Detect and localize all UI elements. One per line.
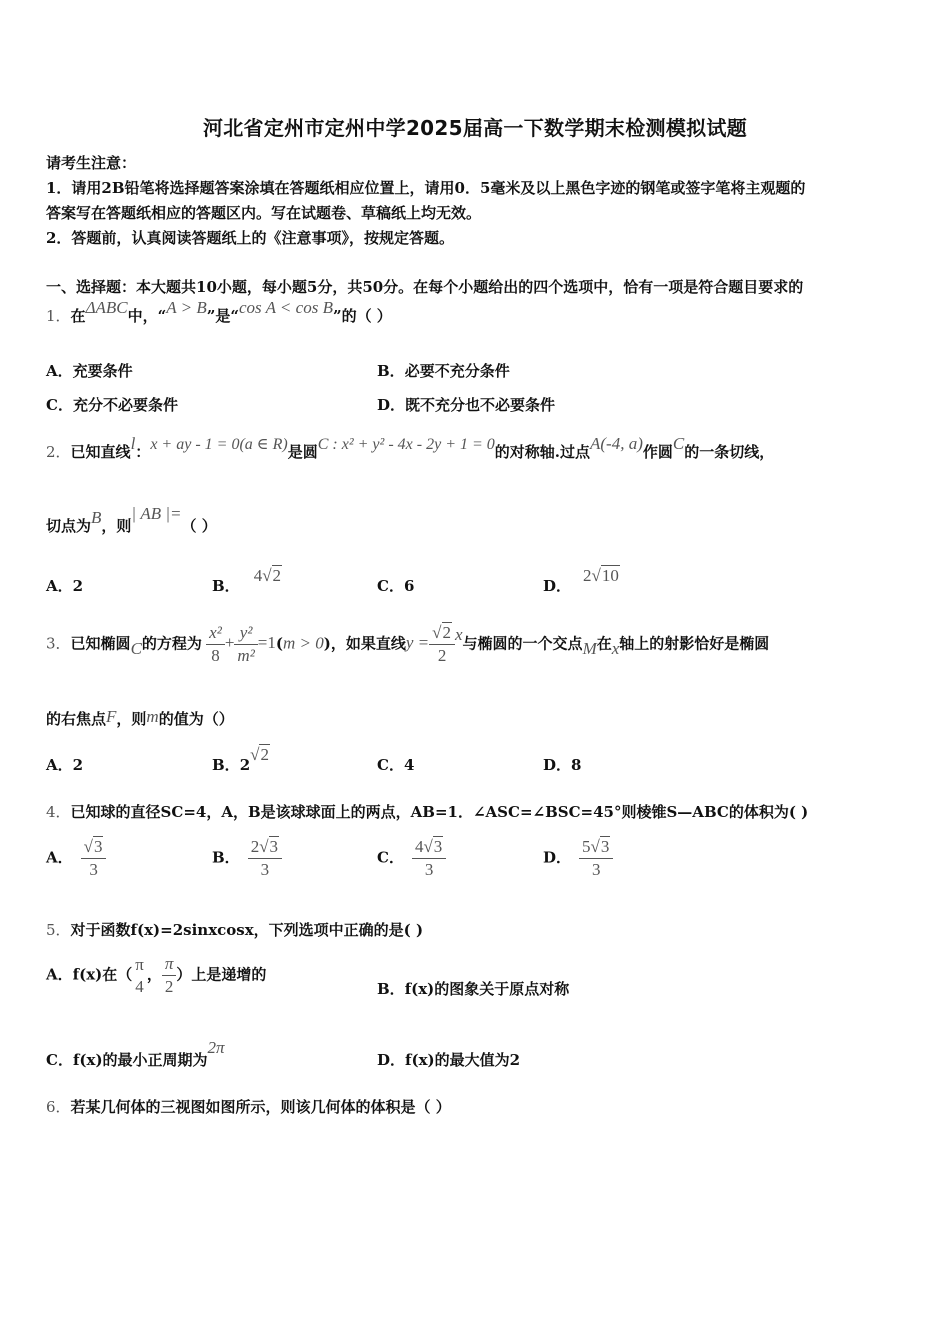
q3-fraction-slope: $\frac{√2}{2}$ (429, 622, 455, 667)
question-2-line-1: 2．已知直线l：x + ay - 1 = 0(a ∈ R)是圆C : x² + y² - 4x - 2y + 1 = 0的对称轴.过点A(-4, a)作圆C的一条切线， (46, 434, 775, 461)
q2-option-a[interactable]: A．2 (46, 577, 84, 595)
q3-math-m: M (582, 639, 597, 659)
q5-option-c[interactable]: C．f(x)的最小正周期为2π (46, 1038, 225, 1069)
q2-math-ab: | AB |= (131, 504, 182, 523)
page-title: 河北省定州市定州中学2025届高一下数学期末检测模拟试题 (202, 116, 748, 140)
question-number: 5． (46, 921, 71, 939)
q3-option-c[interactable]: C．4 (377, 756, 415, 774)
q3-option-b[interactable]: B．2√2 (212, 745, 269, 774)
q2-option-c[interactable]: C．6 (377, 577, 415, 595)
question-number: 6． (46, 1098, 71, 1116)
q1-text-1: 在 (70, 307, 86, 325)
question-number: 1． (46, 307, 71, 325)
question-5: 5．对于函数f(x)=2sinxcosx，下列选项中正确的是( ) (46, 921, 424, 939)
q4-option-d[interactable]: D． $\frac{5√3}{3}$ (543, 836, 613, 881)
q1-text-3: ”是“ (206, 307, 239, 325)
question-6: 6．若某几何体的三视图如图所示，则该几何体的体积是（ ） (46, 1098, 451, 1116)
q3-math-c: C (130, 639, 142, 659)
q2-math-circle-name: C (672, 434, 685, 453)
question-3-line-1: 3．已知椭圆C的方程为 $\frac{\text{x²}}{8}$ + $\frac{\text{y²}}{\text{m²}}$ =1(m > 0)，如果直线y = $\frac{√2}{2}$ x与椭圆的一个交点M在x轴上的射影恰好是椭圆 (46, 623, 770, 665)
q3-math-f: F (106, 707, 117, 726)
question-4: 4．已知球的直径SC=4，A，B是该球球面上的两点，AB=1．∠ASC=∠BSC=45°则棱锥S—ABC的体积为( ) (46, 803, 809, 821)
q4-option-a[interactable]: A． $\frac{√3}{3}$ (46, 836, 106, 881)
q3-fraction-x: $\frac{\text{x²}}{8}$ (206, 622, 225, 667)
q3-fraction-y: $\frac{\text{y²}}{\text{m²}}$ (234, 622, 257, 667)
notice-item-2: 2．答题前，认真阅读答题纸上的《注意事项》，按规定答题。 (46, 229, 454, 247)
question-number: 4． (46, 803, 71, 821)
q2-math-point: A(-4, a) (590, 434, 643, 453)
notice-item-1-line-2: 答案写在答题纸相应的答题区内。写在试题卷、草稿纸上均无效。 (46, 204, 482, 222)
notice-heading: 请考生注意： (46, 154, 137, 172)
q1-text-2: 中，“ (127, 307, 167, 325)
q1-math-condition-1: A > B (166, 298, 207, 317)
question-2-line-2: 切点为B，则| AB |=（ ） (46, 504, 217, 535)
q1-text-4: ”的（ ） (332, 307, 392, 325)
q1-option-d[interactable]: D．既不充分也不必要条件 (377, 396, 556, 414)
q2-math-b: B (91, 508, 102, 527)
q1-math-condition-2: cos A < cos B (239, 298, 333, 317)
q3-math-condition: m > 0 (283, 633, 324, 653)
q4-option-b[interactable]: B． $\frac{2√3}{3}$ (212, 836, 282, 881)
q2-math-circle-eq: C : x² + y² - 4x - 2y + 1 = 0 (317, 436, 495, 453)
q2-option-d[interactable]: D．2√10 (543, 566, 619, 595)
notice-item-1-line-1: 1．请用2B铅笔将选择题答案涂填在答题纸相应位置上，请用0．5毫米及以上黑色字迹的钢笔或签字笔将主观题的 (46, 179, 806, 197)
question-number: 2． (46, 443, 71, 461)
q2-math-line-eq: x + ay - 1 = 0(a ∈ R) (150, 436, 288, 453)
q5-option-d[interactable]: D．f(x)的最大值为2 (377, 1051, 521, 1069)
q5-option-a[interactable]: A．f(x)在（ π 4 ， $\frac{\pi}{2}$ ）上是递增的 (46, 954, 267, 996)
q1-option-c[interactable]: C．充分不必要条件 (46, 396, 178, 414)
q1-option-a[interactable]: A．充要条件 (46, 362, 133, 380)
q3-option-a[interactable]: A．2 (46, 756, 84, 774)
q1-math-triangle: ΔABC (85, 298, 128, 317)
section-heading: 一、选择题：本大题共10小题，每小题5分，共50分。在每个小题给出的四个选项中，恰有一项是符合题目要求的 (46, 278, 804, 296)
q1-option-b[interactable]: B．必要不充分条件 (377, 362, 510, 380)
q5-option-b[interactable]: B．f(x)的图象关于原点对称 (377, 980, 570, 998)
q2-math-line-name: l (130, 434, 136, 453)
question-1 (46, 298, 392, 326)
q3-option-d[interactable]: D．8 (543, 756, 582, 774)
q4-option-c[interactable]: C． $\frac{4√3}{3}$ (377, 836, 446, 881)
question-number: 3． (46, 634, 71, 653)
q2-option-b[interactable]: B．4√2 (212, 566, 282, 595)
question-3-line-2: 的右焦点F，则m的值为（） (46, 707, 234, 728)
